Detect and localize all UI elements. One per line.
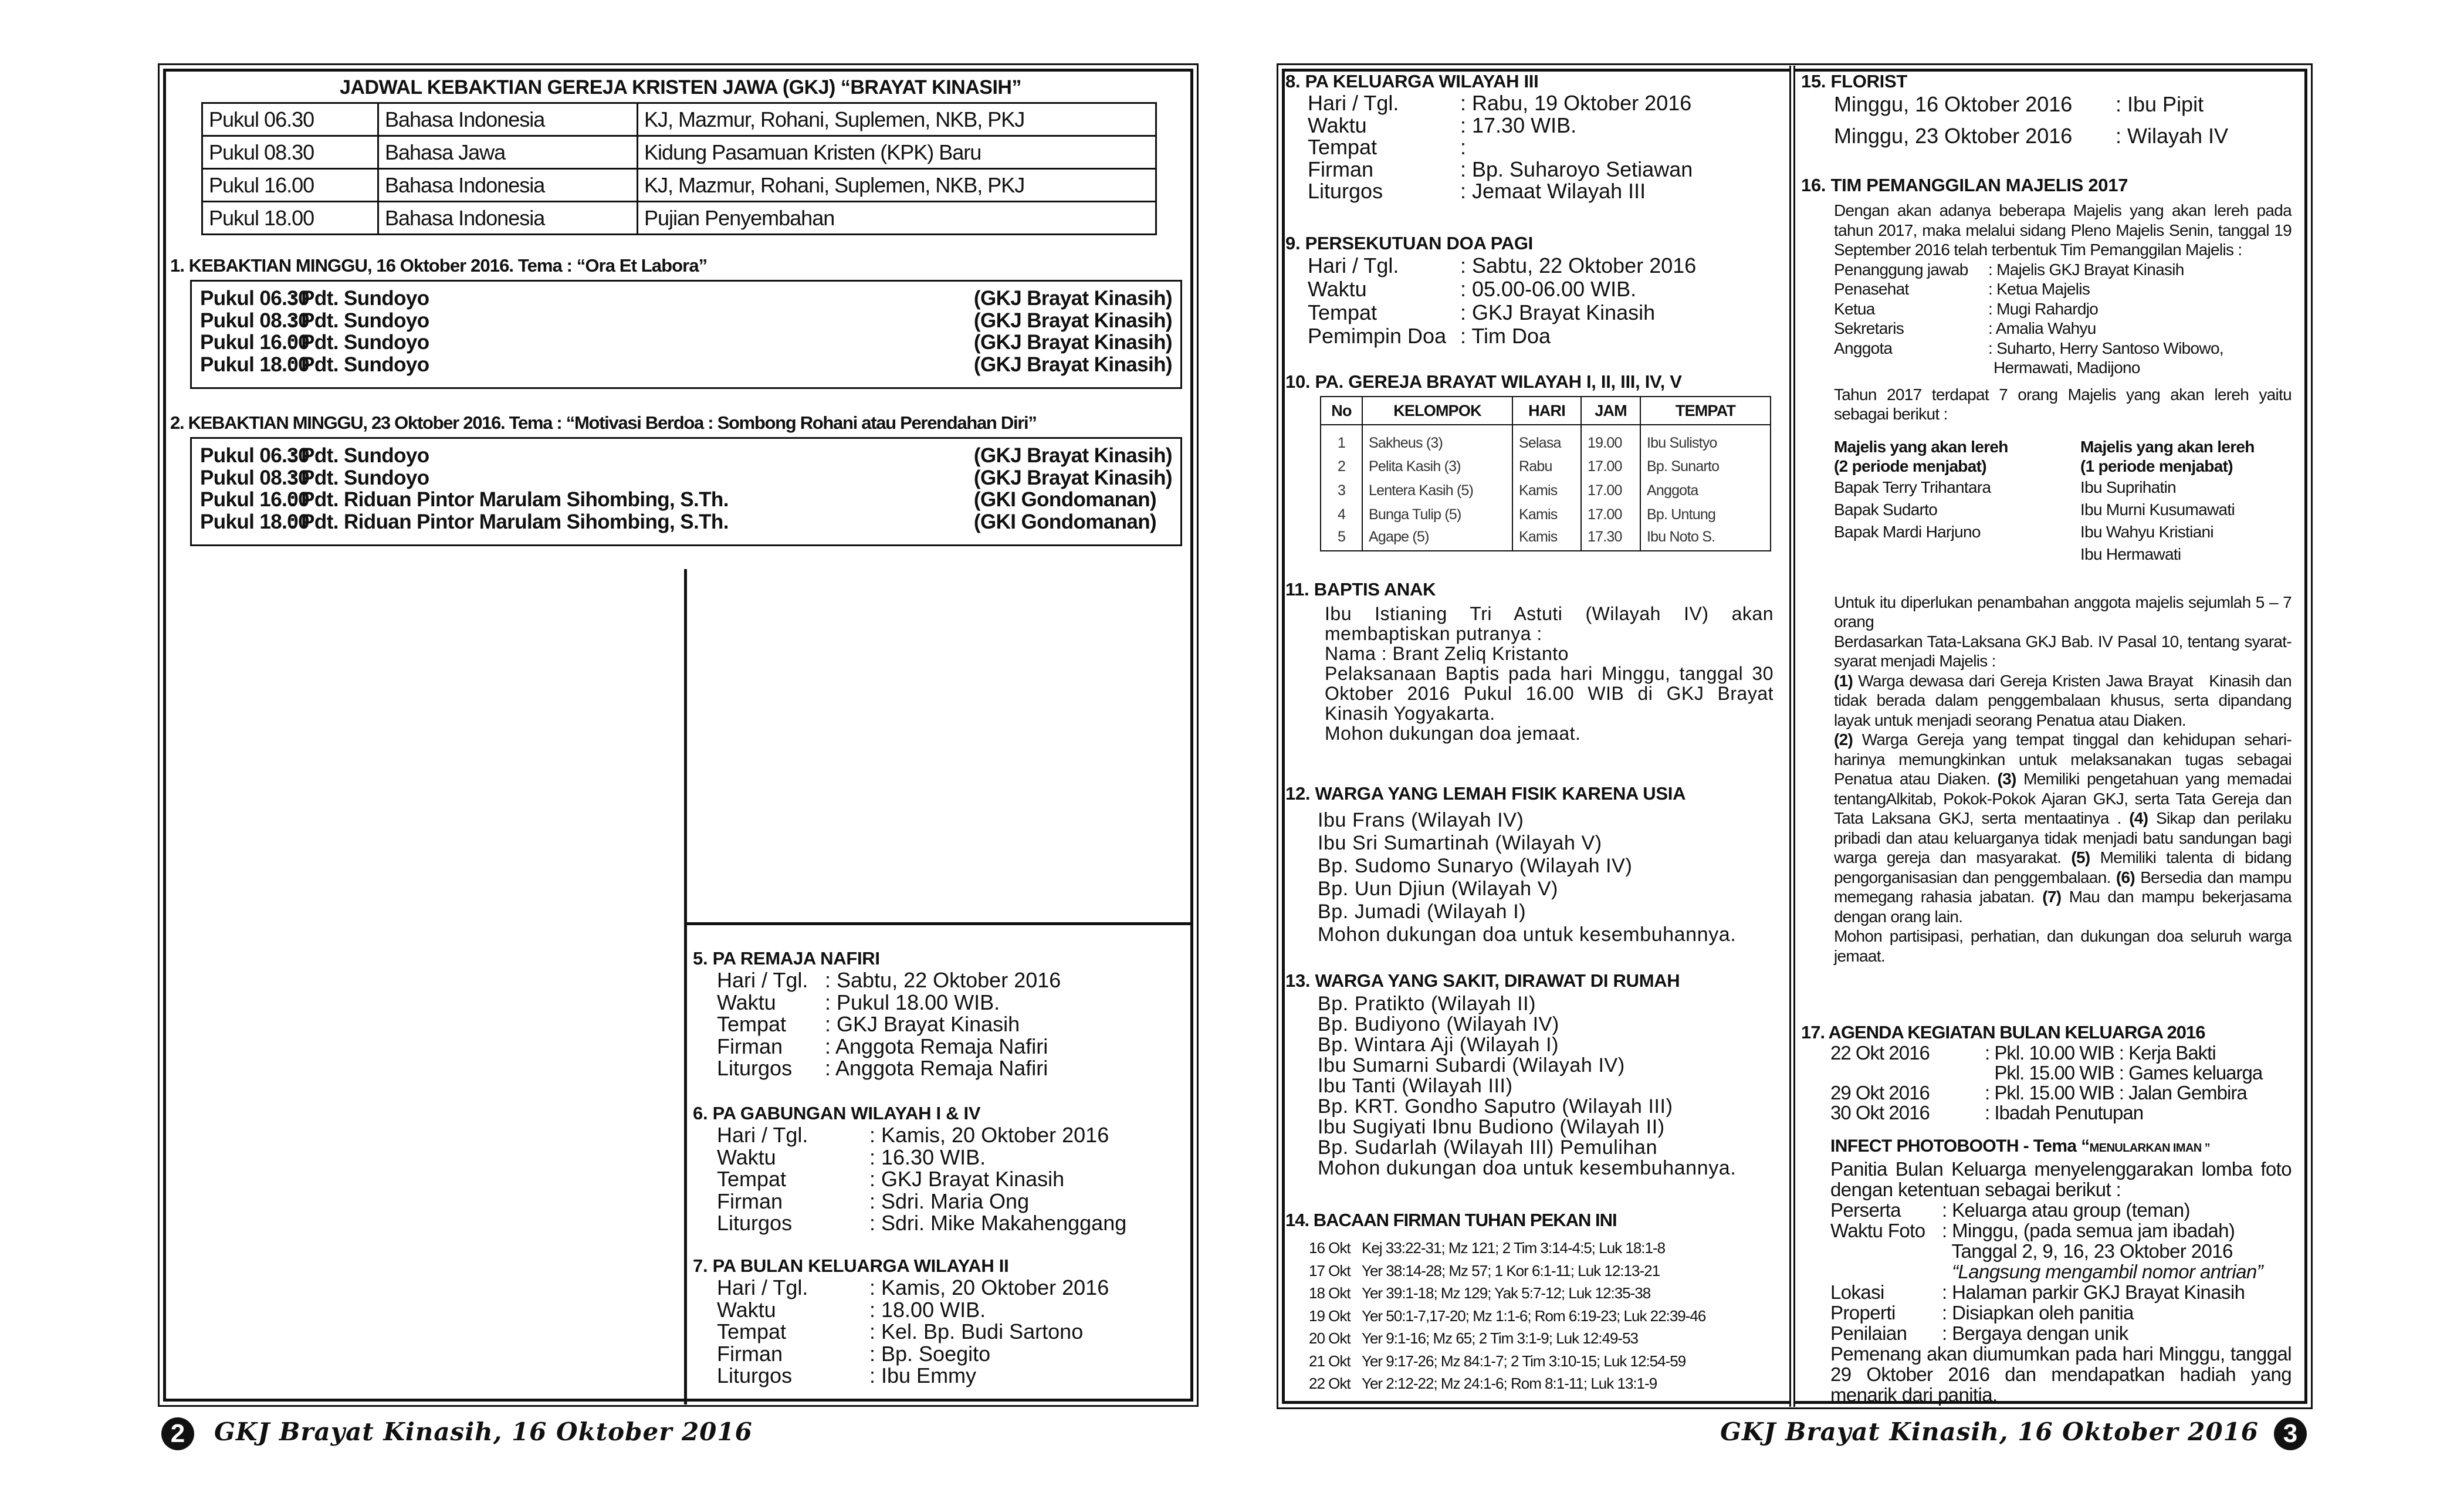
retiring-list-title: Majelis yang akan lereh — [2080, 437, 2255, 456]
requirement-number: (1) — [1834, 671, 1853, 690]
field-value: : Pukul 18.00 WIB. — [825, 990, 1000, 1014]
table-cell: Rabu — [1512, 455, 1581, 479]
table-row — [1321, 479, 1771, 503]
retiring-list-subtitle: (1 periode menjabat) — [2080, 457, 2233, 475]
pa-schedule-table — [1320, 396, 1771, 551]
table-cell: Selasa — [1512, 425, 1581, 455]
field-label: Hari / Tgl. — [717, 968, 808, 992]
section-15-heading: 15. FLORIST — [1801, 71, 1908, 92]
service-church: (GKJ Brayat Kinasih) — [973, 309, 1172, 332]
section-16 — [1801, 175, 2296, 966]
column-header: HARI — [1512, 397, 1581, 425]
schedule-cell: KJ, Mazmur, Rohani, Suplemen, NKB, PKJ — [638, 103, 1156, 136]
requirement-text: Mau dan mampu bekerjasama dengan orang lain. — [1834, 888, 2296, 926]
service-preacher: : Pdt. Riduan Pintor Marulam Sihombing, S.Th. — [289, 510, 729, 533]
field-label: Waktu — [717, 1145, 776, 1169]
service-time: Pukul 16.00 — [200, 331, 310, 354]
left-row-divider — [684, 922, 1193, 925]
agenda-item: Pkl. 15.00 WIB : Games keluarga — [1985, 1062, 2263, 1084]
section-2-box — [190, 437, 1182, 546]
retiring-name: Bapak Terry Trihantara — [1834, 478, 1991, 496]
reading-passages: Yer 9:1-16; Mz 65; 2 Tim 3:1-9; Luk 12:49-53 — [1362, 1329, 1638, 1347]
service-preacher: : Pdt. Riduan Pintor Marulam Sihombing, S.Th. — [289, 488, 729, 511]
field-label: Firman — [717, 1189, 783, 1213]
service-time: Pukul 08.30 — [200, 466, 310, 489]
photobooth-label: Properti — [1830, 1302, 1896, 1324]
photobooth-value: : Bergaya dengan unik — [1942, 1322, 2128, 1344]
retiring-list-title: Majelis yang akan lereh — [1834, 437, 2008, 456]
field-label: Liturgos — [717, 1211, 793, 1235]
baptism-paragraph: Ibu Istianing Tri Astuti (Wilayah IV) akan membaptiskan putranya : — [1325, 603, 1773, 644]
committee-member: Hermawati, Madijono — [1993, 358, 2140, 377]
service-preacher: : Pdt. Sundoyo — [289, 331, 429, 354]
section-17-heading: 17. AGENDA KEGIATAN BULAN KELUARGA 2016 — [1801, 1022, 2205, 1043]
field-value: : Tim Doa — [1460, 324, 1551, 348]
photobooth-intro: Panitia Bulan Keluarga menyelenggarakan lomba foto dengan ketentuan sebagai berikut : — [1830, 1158, 2292, 1200]
list-item: Bp. KRT. Gondho Saputro (Wilayah III) — [1318, 1095, 1673, 1118]
requirement-number: (3) — [1997, 770, 2016, 788]
retiring-name: Ibu Wahyu Kristiani — [2080, 522, 2213, 541]
committee-member: : Ketua Majelis — [1988, 280, 2090, 298]
reading-passages: Kej 33:22-31; Mz 121; 2 Tim 3:14-4:5; Luk 18:1-8 — [1362, 1239, 1666, 1257]
photobooth-value: : Halaman parkir GKJ Brayat Kinasih — [1942, 1281, 2245, 1303]
section-12 — [1285, 783, 1736, 946]
list-item: Bp. Sudomo Sunaryo (Wilayah IV) — [1318, 855, 1633, 877]
table-cell: Kamis — [1512, 479, 1581, 503]
section-15 — [1801, 71, 2228, 152]
requirement-number: (5) — [2071, 848, 2090, 867]
list-item: Bp. Budiyono (Wilayah IV) — [1318, 1013, 1559, 1035]
retiring-list — [1834, 437, 2080, 566]
service-church: (GKI Gondomanan) — [973, 510, 1157, 533]
committee-intro: Dengan akan adanya beberapa Majelis yang akan lereh pada tahun 2017, maka melalui sidang Pleno Majelis Senin, tanggal 19 September 2016 telah terbentuk Tim Pemanggilan Majelis : — [1834, 201, 2292, 259]
retiring-note: Tahun 2017 terdapat 7 orang Majelis yang akan lereh yaitu sebagai berikut : — [1834, 385, 2292, 423]
field-label: Hari / Tgl. — [1308, 253, 1399, 277]
field-label: Firman — [717, 1341, 783, 1366]
retiring-name: Ibu Murni Kusumawati — [2080, 500, 2235, 519]
table-cell: Agape (5) — [1362, 527, 1512, 551]
section-6-heading: 6. PA GABUNGAN WILAYAH I & IV — [693, 1103, 981, 1123]
section-8 — [1285, 71, 1693, 202]
table-cell: Anggota — [1640, 479, 1771, 503]
service-church: (GKJ Brayat Kinasih) — [973, 466, 1172, 489]
schedule-row — [202, 202, 1156, 235]
requirement-text: Warga Gereja yang tempat tinggal dan kehidupan sehari-harinya memungkinkan untuk melaksanakan tugas sebagai Penatua atau Diaken. — [1834, 730, 2296, 788]
service-church: (GKJ Brayat Kinasih) — [973, 287, 1172, 310]
table-cell: Ibu Noto S. — [1640, 527, 1771, 551]
field-value: : GKJ Brayat Kinasih — [1460, 300, 1656, 324]
field-value: : GKJ Brayat Kinasih — [869, 1167, 1065, 1191]
section-14 — [1285, 1210, 1705, 1395]
service-preacher: : Pdt. Sundoyo — [289, 466, 429, 489]
section-1-heading: 1. KEBAKTIAN MINGGU, 16 Oktober 2016. Tema : “Ora Et Labora” — [170, 255, 708, 276]
schedule-cell: Pukul 16.00 — [202, 169, 378, 202]
list-item: Bp. Pratikto (Wilayah II) — [1318, 993, 1536, 1015]
requirement-number: (4) — [2129, 809, 2148, 827]
retiring-name: Ibu Suprihatin — [2080, 478, 2176, 496]
column-header: TEMPAT — [1640, 397, 1771, 425]
reading-passages: Yer 2:12-22; Mz 24:1-6; Rom 8:1-11; Luk 13:1-9 — [1362, 1375, 1657, 1392]
reading-date: 21 Okt — [1309, 1352, 1351, 1370]
agenda-item: : Ibadah Penutupan — [1985, 1102, 2144, 1123]
list-item: Bp. Jumadi (Wilayah I) — [1318, 901, 1527, 923]
column-header: JAM — [1581, 397, 1640, 425]
table-cell: 17.00 — [1581, 479, 1640, 503]
page-number-right: 3 — [2274, 1417, 2307, 1450]
schedule-cell: Pukul 08.30 — [202, 136, 378, 169]
field-label: Tempat — [717, 1319, 787, 1343]
photobooth-label: Waktu Foto — [1830, 1220, 1925, 1241]
field-value: : Jemaat Wilayah III — [1460, 179, 1646, 203]
photobooth-theme: MENULARKAN IMAN ” — [2089, 1142, 2210, 1155]
table-cell: 17.00 — [1581, 503, 1640, 527]
footer-left: GKJ Brayat Kinasih, 16 Oktober 2016 — [214, 1417, 753, 1446]
table-cell: 2 — [1321, 455, 1362, 479]
requirement-text: Warga dewasa dari Gereja Kristen Jawa Brayat Kinasih dan tidak berada dalam penggembalaan khusus, serta dipandang layak untuk menjadi seorang Penatua atau Diaken. — [1834, 671, 2296, 729]
field-label: Hari / Tgl. — [717, 1275, 808, 1299]
photobooth-value: Tanggal 2, 9, 16, 23 Oktober 2016 — [1942, 1240, 2233, 1262]
reading-passages: Yer 9:17-26; Mz 84:1-7; 2 Tim 3:10-15; Luk 12:54-59 — [1362, 1352, 1686, 1370]
committee-role: Anggota — [1834, 339, 1893, 357]
requirement-number: (6) — [2116, 868, 2135, 886]
schedule-cell: KJ, Mazmur, Rohani, Suplemen, NKB, PKJ — [638, 169, 1156, 202]
table-cell: Lentera Kasih (5) — [1362, 479, 1512, 503]
photobooth-value: : Keluarga atau group (teman) — [1942, 1199, 2190, 1221]
field-label: Tempat — [717, 1167, 787, 1191]
winner-text: Pemenang akan diumumkan pada hari Minggu, tanggal 29 Oktober 2016 dan mendapatkan hadiah yang menarik dari panitia. — [1830, 1343, 2292, 1406]
closing-text: Mohon partisipasi, perhatian, dan dukungan doa seluruh warga jemaat. — [1834, 927, 2292, 965]
field-value: : Anggota Remaja Nafiri — [825, 1056, 1048, 1080]
requirement-text: Sikap dan perilaku pribadi dan atau keluarganya tidak menjadi batu sandungan bagi warga gereja dan masyarakat. — [1834, 809, 2296, 867]
field-label: Tempat — [1308, 135, 1377, 159]
table-row — [1321, 425, 1771, 455]
schedule-title: JADWAL KEBAKTIAN GEREJA KRISTEN JAWA (GKJ) “BRAYAT KINASIH” — [340, 76, 1021, 99]
page-number-left: 2 — [161, 1417, 194, 1450]
field-label: Liturgos — [1308, 179, 1383, 203]
table-cell: Bp. Untung — [1640, 503, 1771, 527]
field-value: : Sabtu, 22 Oktober 2016 — [1460, 253, 1697, 277]
schedule-row — [202, 103, 1156, 136]
reading-date: 22 Okt — [1309, 1375, 1351, 1392]
service-preacher: : Pdt. Sundoyo — [289, 444, 429, 467]
footer-right: GKJ Brayat Kinasih, 16 Oktober 2016 — [1720, 1417, 2259, 1446]
field-label: Hari / Tgl. — [717, 1123, 808, 1147]
field-label: Firman — [717, 1034, 783, 1058]
reading-date: 20 Okt — [1309, 1329, 1351, 1347]
agenda-item: : Pkl. 10.00 WIB : Kerja Bakti — [1985, 1042, 2216, 1064]
field-value: : Ibu Pipit — [2116, 92, 2204, 116]
list-item: Bp. Wintara Aji (Wilayah I) — [1318, 1034, 1559, 1056]
schedule-cell: Pukul 18.00 — [202, 202, 378, 235]
reading-date: 16 Okt — [1309, 1239, 1351, 1257]
right-column-divider — [1789, 66, 1795, 1407]
service-time: Pukul 18.00 — [200, 510, 310, 533]
requirement-text: Bersedia dan mampu memegang rahasia jabatan. — [1834, 868, 2296, 906]
committee-role — [1834, 358, 1988, 378]
field-value: : Rabu, 19 Oktober 2016 — [1460, 91, 1692, 115]
section-13 — [1285, 970, 1736, 1179]
section-13-heading: 13. WARGA YANG SAKIT, DIRAWAT DI RUMAH — [1285, 970, 1680, 991]
table-cell: 1 — [1321, 425, 1362, 455]
column-header: KELOMPOK — [1362, 397, 1512, 425]
retiring-list — [2080, 437, 2292, 566]
schedule-row — [202, 136, 1156, 169]
photobooth-label: Perserta — [1830, 1199, 1901, 1221]
photobooth-value: : Minggu, (pada semua jam ibadah) — [1942, 1220, 2235, 1241]
section-5 — [693, 948, 1061, 1079]
photobooth-title: INFECT PHOTOBOOTH - Tema “ — [1830, 1136, 2090, 1156]
field-value: : Ibu Emmy — [869, 1363, 977, 1387]
field-value: : Anggota Remaja Nafiri — [825, 1034, 1048, 1058]
baptism-paragraph: Pelaksanaan Baptis pada hari Minggu, tanggal 30 Oktober 2016 Pukul 16.00 WIB di GKJ Brayat Kinasih Yogyakarta. — [1325, 663, 1773, 724]
table-cell: Sakheus (3) — [1362, 425, 1512, 455]
agenda-date: 22 Okt 2016 — [1830, 1042, 1930, 1064]
table-row — [1321, 503, 1771, 527]
list-item: Ibu Sri Sumartinah (Wilayah V) — [1318, 832, 1602, 854]
committee-role: Ketua — [1834, 299, 1875, 318]
service-church: (GKI Gondomanan) — [973, 488, 1157, 511]
section-6 — [693, 1103, 1126, 1234]
list-item: Ibu Sumarni Subardi (Wilayah IV) — [1318, 1054, 1625, 1077]
table-cell: 17.30 — [1581, 527, 1640, 551]
section-11-heading: 11. BAPTIS ANAK — [1285, 579, 1436, 600]
committee-member: : Majelis GKJ Brayat Kinasih — [1988, 260, 2184, 279]
section-14-heading: 14. BACAAN FIRMAN TUHAN PEKAN INI — [1285, 1210, 1617, 1230]
basis-text: Berdasarkan Tata-Laksana GKJ Bab. IV Pasal 10, tentang syarat-syarat menjadi Majelis : — [1834, 632, 2292, 670]
table-cell: Kamis — [1512, 527, 1581, 551]
section-17 — [1801, 1022, 2292, 1405]
schedule-cell: Bahasa Jawa — [378, 136, 638, 169]
field-label: Waktu — [717, 990, 776, 1014]
baptism-paragraph: Nama : Brant Zeliq Kristanto — [1325, 643, 1569, 664]
list-item: Mohon dukungan doa untuk kesembuhannya. — [1318, 1157, 1737, 1179]
field-value: : 17.30 WIB. — [1460, 113, 1577, 137]
photobooth-value: “Langsung mengambil nomor antrian” — [1942, 1261, 2263, 1282]
requirement-number: (2) — [1834, 730, 1853, 749]
field-value: : Sdri. Maria Ong — [869, 1189, 1030, 1213]
section-1-box — [190, 280, 1182, 389]
field-label: Liturgos — [717, 1363, 793, 1387]
list-item: Bp. Uun Djiun (Wilayah V) — [1318, 878, 1558, 900]
table-cell: Bunga Tulip (5) — [1362, 503, 1512, 527]
list-item: Ibu Tanti (Wilayah III) — [1318, 1075, 1513, 1097]
field-label: Liturgos — [717, 1056, 793, 1080]
section-9-heading: 9. PERSEKUTUAN DOA PAGI — [1285, 233, 1533, 253]
table-cell: 5 — [1321, 527, 1362, 551]
table-cell: 3 — [1321, 479, 1362, 503]
section-12-heading: 12. WARGA YANG LEMAH FISIK KARENA USIA — [1285, 783, 1686, 804]
retiring-list-subtitle: (2 periode menjabat) — [1834, 457, 1986, 475]
service-preacher: : Pdt. Sundoyo — [289, 353, 429, 376]
field-value: : Kamis, 20 Oktober 2016 — [869, 1275, 1109, 1299]
field-label: Pemimpin Doa — [1308, 324, 1447, 348]
left-column-divider — [684, 569, 687, 1404]
table-cell: 17.00 — [1581, 455, 1640, 479]
field-label: Waktu — [1308, 277, 1367, 301]
column-header: No — [1321, 397, 1362, 425]
section-11 — [1285, 579, 1773, 743]
field-label: Hari / Tgl. — [1308, 91, 1399, 115]
field-value: : Kel. Bp. Budi Sartono — [869, 1319, 1084, 1343]
schedule-cell: Bahasa Indonesia — [378, 202, 638, 235]
reading-passages: Yer 39:1-18; Mz 129; Yak 5:7-12; Luk 12:35-38 — [1362, 1284, 1651, 1302]
field-value: : Kamis, 20 Oktober 2016 — [869, 1123, 1109, 1147]
field-label: Tempat — [1308, 300, 1377, 324]
field-value: : 16.30 WIB. — [869, 1145, 986, 1169]
requirement-number: (7) — [2042, 888, 2062, 906]
baptism-paragraph: Mohon dukungan doa jemaat. — [1325, 723, 1581, 744]
committee-role: Penasehat — [1834, 280, 1909, 298]
committee-role: Sekretaris — [1834, 319, 1904, 337]
field-value: : Bp. Suharoyo Setiawan — [1460, 157, 1693, 181]
field-value: : Wilayah IV — [2116, 124, 2229, 148]
field-label: Tempat — [717, 1012, 787, 1036]
table-cell: Bp. Sunarto — [1640, 455, 1771, 479]
field-label: Waktu — [717, 1297, 776, 1322]
photobooth-label — [1830, 1261, 1942, 1282]
section-7 — [693, 1255, 1109, 1387]
section-8-heading: 8. PA KELUARGA WILAYAH III — [1285, 71, 1539, 92]
photobooth-label: Penilaian — [1830, 1322, 1907, 1344]
service-time: Pukul 08.30 — [200, 309, 310, 332]
table-cell: Ibu Sulistyo — [1640, 425, 1771, 455]
section-2-heading: 2. KEBAKTIAN MINGGU, 23 Oktober 2016. Tema : “Motivasi Berdoa : Sombong Rohani atau Perendahan Diri” — [170, 412, 1037, 433]
field-label: Minggu, 23 Oktober 2016 — [1834, 124, 2073, 148]
field-value: : — [1460, 135, 1467, 159]
table-cell: Pelita Kasih (3) — [1362, 455, 1512, 479]
requirement-text: Memiliki pengetahuan yang memadai tentangAlkitab, Pokok-Pokok Ajaran GKJ, serta Tata Gereja dan Tata Laksana GKJ, serta mentaatinya . — [1834, 770, 2296, 827]
retiring-name: Bapak Mardi Harjuno — [1834, 522, 1981, 541]
field-label: Firman — [1308, 157, 1374, 181]
service-church: (GKJ Brayat Kinasih) — [973, 353, 1172, 376]
schedule-cell: Pukul 06.30 — [202, 103, 378, 136]
retiring-name: Bapak Sudarto — [1834, 500, 1938, 519]
table-row — [1321, 455, 1771, 479]
field-value: : 05.00-06.00 WIB. — [1460, 277, 1637, 301]
field-value: : Sabtu, 22 Oktober 2016 — [825, 968, 1061, 992]
field-value: : Sdri. Mike Makahenggang — [869, 1211, 1127, 1235]
field-label: Waktu — [1308, 113, 1367, 137]
section-7-heading: 7. PA BULAN KELUARGA WILAYAH II — [693, 1255, 1009, 1276]
reading-date: 17 Okt — [1309, 1261, 1351, 1280]
service-preacher: : Pdt. Sundoyo — [289, 287, 429, 310]
photobooth-label: Lokasi — [1830, 1281, 1884, 1303]
schedule-cell: Bahasa Indonesia — [378, 103, 638, 136]
service-time: Pukul 06.30 — [200, 444, 310, 467]
schedule-table — [201, 102, 1157, 235]
table-cell: 19.00 — [1581, 425, 1640, 455]
section-16-heading: 16. TIM PEMANGGILAN MAJELIS 2017 — [1801, 175, 2128, 195]
requirement-text: Memiliki talenta di bidang pengorganisasian dan penggembalaan. — [1834, 848, 2296, 886]
reading-passages: Yer 50:1-7,17-20; Mz 1:1-6; Rom 6:19-23; Luk 22:39-46 — [1362, 1307, 1706, 1325]
service-time: Pukul 18.00 — [200, 353, 310, 376]
list-item: Bp. Sudarlah (Wilayah III) Pemulihan — [1318, 1136, 1658, 1159]
schedule-cell: Pujian Penyembahan — [638, 202, 1156, 235]
agenda-date — [1830, 1063, 1985, 1083]
field-label: Minggu, 16 Oktober 2016 — [1834, 92, 2073, 116]
field-value: : 18.00 WIB. — [869, 1297, 986, 1322]
section-5-heading: 5. PA REMAJA NAFIRI — [693, 948, 880, 969]
section-10-heading: 10. PA. GEREJA BRAYAT WILAYAH I, II, III, IV, V — [1285, 371, 1682, 392]
reading-passages: Yer 38:14-28; Mz 57; 1 Kor 6:1-11; Luk 12:13-21 — [1362, 1261, 1660, 1280]
field-value: : Bp. Soegito — [869, 1341, 991, 1366]
schedule-cell: Bahasa Indonesia — [378, 169, 638, 202]
service-preacher: : Pdt. Sundoyo — [289, 309, 429, 332]
table-row — [1321, 527, 1771, 551]
reading-date: 18 Okt — [1309, 1284, 1351, 1302]
list-item: Ibu Frans (Wilayah IV) — [1318, 809, 1524, 831]
service-time: Pukul 16.00 — [200, 488, 310, 511]
table-cell: Kamis — [1512, 503, 1581, 527]
committee-role: Penanggung jawab — [1834, 260, 1968, 279]
service-church: (GKJ Brayat Kinasih) — [973, 444, 1172, 467]
field-value: : GKJ Brayat Kinasih — [825, 1012, 1020, 1036]
section-9 — [1285, 233, 1696, 348]
agenda-date: 29 Okt 2016 — [1830, 1082, 1930, 1104]
photobooth-label — [1830, 1241, 1942, 1261]
schedule-cell: Kidung Pasamuan Kristen (KPK) Baru — [638, 136, 1156, 169]
schedule-row — [202, 169, 1156, 202]
service-church: (GKJ Brayat Kinasih) — [973, 331, 1172, 354]
service-time: Pukul 06.30 — [200, 287, 310, 310]
list-item: Mohon dukungan doa untuk kesembuhannya. — [1318, 923, 1737, 946]
agenda-date: 30 Okt 2016 — [1830, 1102, 1930, 1123]
need-text: Untuk itu diperlukan penambahan anggota majelis sejumlah 5 – 7 orang — [1834, 593, 2292, 631]
table-cell: 4 — [1321, 503, 1362, 527]
retiring-name: Ibu Hermawati — [2080, 544, 2181, 563]
agenda-item: : Pkl. 15.00 WIB : Jalan Gembira — [1985, 1082, 2247, 1104]
committee-member: : Mugi Rahardjo — [1988, 299, 2099, 318]
photobooth-value: : Disiapkan oleh panitia — [1942, 1302, 2134, 1324]
committee-member: : Suharto, Herry Santoso Wibowo, — [1988, 339, 2223, 357]
list-item: Ibu Sugiyati Ibnu Budiono (Wilayah II) — [1318, 1116, 1665, 1138]
committee-member: : Amalia Wahyu — [1988, 319, 2096, 337]
reading-date: 19 Okt — [1309, 1307, 1351, 1325]
